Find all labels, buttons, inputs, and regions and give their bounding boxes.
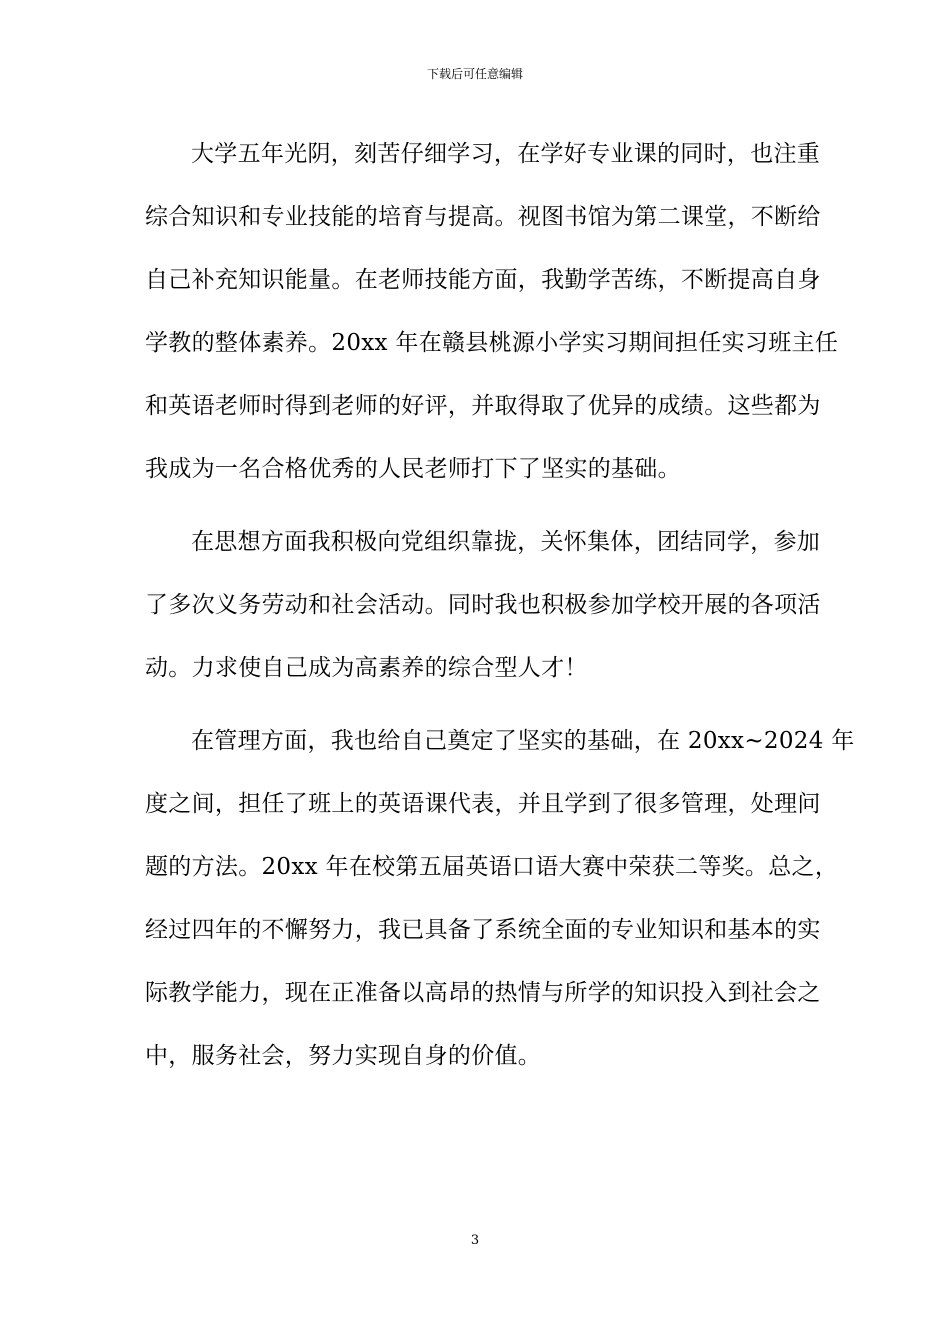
text-line: 了多次义务劳动和社会活动。同时我也积极参加学校开展的各项活 — [145, 592, 821, 618]
text-line: 学教的整体素养。20xx 年在赣县桃源小学实习期间担任实习班主任 — [145, 330, 839, 356]
text-line: 经过四年的不懈努力，我已具备了系统全面的专业知识和基本的实 — [145, 917, 821, 943]
text-line: 在思想方面我积极向党组织靠拢，关怀集体，团结同学，参加 — [191, 529, 821, 555]
text-line: 自己补充知识能量。在老师技能方面，我勤学苦练，不断提高自身 — [145, 267, 821, 293]
text-line: 在管理方面，我也给自己奠定了坚实的基础，在 20xx~2024 年 — [191, 728, 855, 754]
paragraph — [145, 132, 839, 510]
body-text — [145, 132, 855, 1097]
text-line: 动。力求使自己成为高素养的综合型人才！ — [145, 655, 588, 681]
text-line: 大学五年光阴，刻苦仔细学习，在学好专业课的同时，也注重 — [191, 141, 821, 167]
paragraph-gap — [145, 510, 810, 520]
text-line: 综合知识和专业技能的培育与提高。视图书馆为第二课堂，不断给 — [145, 204, 821, 230]
text-line: 中，服务社会，努力实现自身的价值。 — [145, 1043, 542, 1069]
header-note: 下载后可任意编辑 — [426, 67, 523, 81]
paragraph-gap — [145, 709, 810, 719]
page-number: 3 — [470, 1233, 480, 1248]
text-line: 度之间，担任了班上的英语课代表，并且学到了很多管理，处理问 — [145, 791, 821, 817]
text-line: 际教学能力，现在正准备以高昂的热情与所学的知识投入到社会之 — [145, 980, 821, 1006]
text-line: 我成为一名合格优秀的人民老师打下了坚实的基础。 — [145, 456, 681, 482]
paragraph — [145, 719, 855, 1097]
paragraph — [145, 520, 821, 709]
text-line: 和英语老师时得到老师的好评，并取得取了优异的成绩。这些都为 — [145, 393, 821, 419]
text-line: 题的方法。20xx 年在校第五届英语口语大赛中荣获二等奖。总之， — [145, 854, 839, 880]
